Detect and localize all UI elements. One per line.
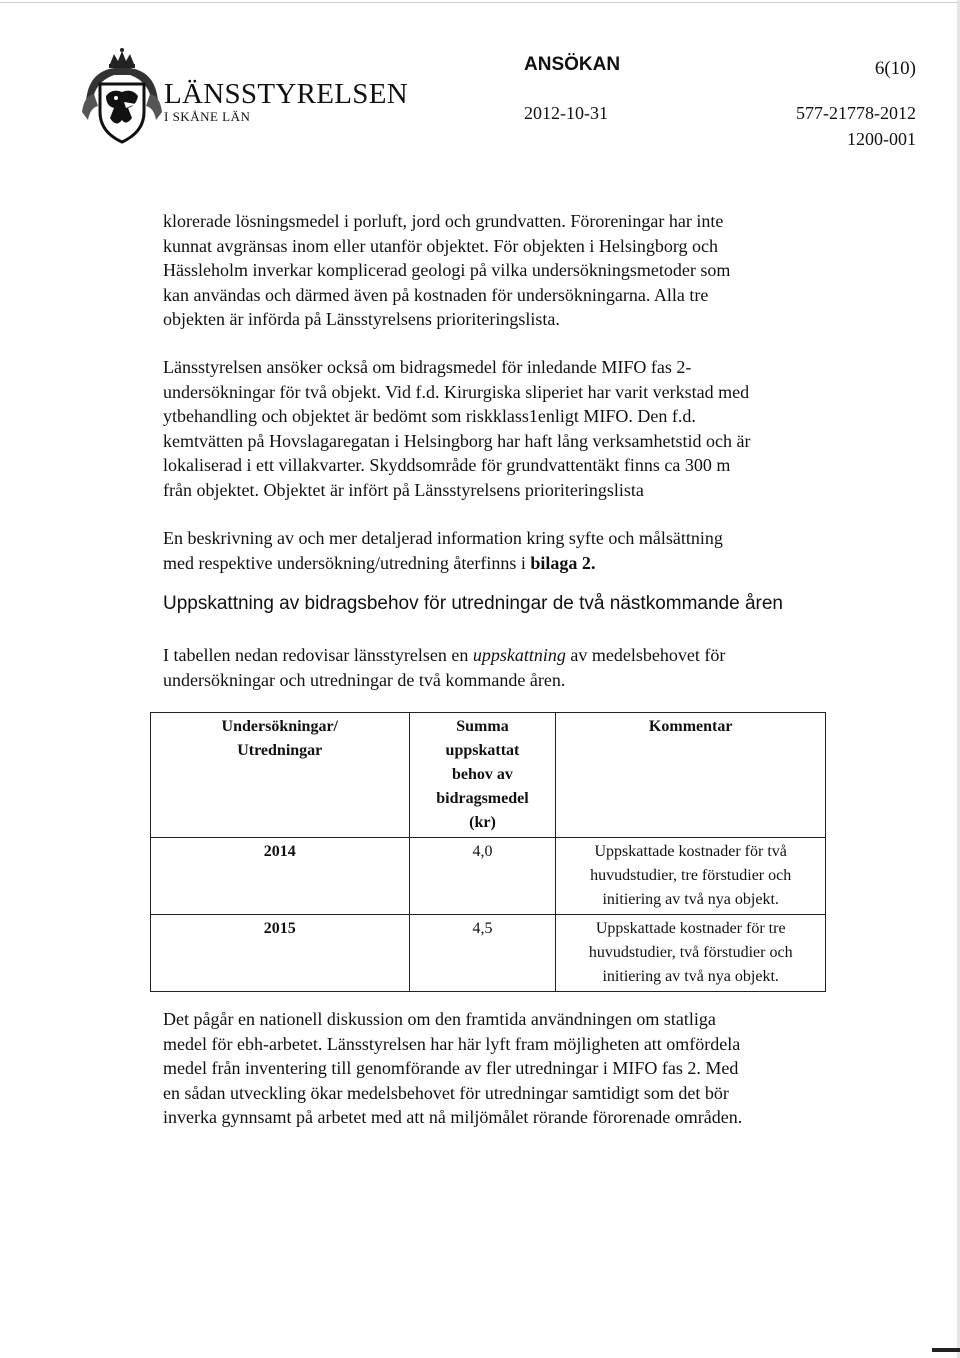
text-line bbox=[163, 643, 803, 668]
cell-comment bbox=[556, 915, 826, 992]
text-line: kemtvätten på Hovslagaregatan i Helsingborg har haft lång verksamhetstid och är bbox=[163, 430, 751, 451]
text-segment: av medelsbehovet för bbox=[565, 645, 726, 665]
header-line: uppskattat bbox=[445, 742, 520, 759]
header-line: Undersökningar/ bbox=[221, 718, 338, 735]
document-type: ANSÖKAN bbox=[524, 54, 621, 75]
table-row bbox=[151, 838, 826, 915]
emphasis-text: uppskattning bbox=[472, 645, 566, 665]
org-name: LÄNSSTYRELSEN bbox=[164, 78, 408, 110]
comment-line: huvudstudier, två förstudier och bbox=[588, 944, 793, 961]
text-line: objekten är införda på Länsstyrelsens prioriteringslista. bbox=[163, 309, 560, 329]
cell-comment bbox=[556, 838, 826, 915]
text-line: från objektet. Objektet är infört på Länsstyrelsens prioriteringslista bbox=[163, 479, 644, 500]
text-line: Länsstyrelsen ansöker också om bidragsmedel för inledande MIFO fas 2- bbox=[163, 357, 692, 377]
table-row bbox=[151, 915, 826, 992]
column-header-amount bbox=[409, 713, 556, 838]
comment-line: Uppskattade kostnader för tre bbox=[595, 920, 786, 937]
text-line: En beskrivning av och mer detaljerad information kring syfte och målsättning bbox=[163, 528, 723, 548]
page-number: 6(10) bbox=[874, 58, 916, 79]
comment-line: huvudstudier, tre förstudier och bbox=[590, 867, 792, 884]
header-line: Utredningar bbox=[237, 742, 323, 759]
text-line: inverka gynnsamt på arbetet med att nå miljömålet rörande förorenade områden. bbox=[163, 1107, 743, 1127]
text-line: medel från inventering till genomförande av fler utredningar i MIFO fas 2. Med bbox=[163, 1058, 739, 1078]
comment-line: initiering av två nya objekt. bbox=[602, 891, 779, 908]
column-header-studies bbox=[151, 713, 410, 838]
org-subtitle: I SKÅNE LÄN bbox=[164, 109, 251, 124]
text-line bbox=[163, 551, 803, 576]
document-date: 2012-10-31 bbox=[524, 103, 608, 123]
scan-edge-mark bbox=[932, 1348, 960, 1352]
cell-year: 2014 bbox=[151, 838, 410, 915]
paragraph-objects-status bbox=[163, 209, 803, 332]
comment-line: Uppskattade kostnader för två bbox=[594, 843, 787, 860]
text-line: medel för ebh-arbetet. Länsstyrelsen har här lyft fram möjligheten att omfördela bbox=[163, 1033, 741, 1054]
paragraph-attachment-reference bbox=[163, 526, 803, 575]
cell-amount: 4,5 bbox=[409, 915, 556, 992]
header-line: bidragsmedel bbox=[436, 790, 529, 807]
cell-amount: 4,0 bbox=[409, 838, 556, 915]
header-line: (kr) bbox=[469, 814, 496, 831]
cell-year: 2015 bbox=[151, 915, 410, 992]
text-line: en sådan utveckling ökar medelsbehovet för utredningar samtidigt som det bör bbox=[163, 1082, 729, 1103]
crowned-griffin-crest-icon bbox=[80, 48, 164, 144]
text-line: ytbehandling och objektet är bedömt som riskklass1enligt MIFO. Den f.d. bbox=[163, 406, 696, 426]
section-heading: Uppskattning av bidragsbehov för utredningar de två nästkommande åren bbox=[163, 593, 783, 614]
text-segment: . bbox=[590, 552, 596, 573]
header-line: Kommentar bbox=[648, 718, 733, 735]
text-line: klorerade lösningsmedel i porluft, jord och grundvatten. Föroreningar har inte bbox=[163, 211, 724, 231]
attachment-reference: bilaga 2 bbox=[530, 552, 591, 573]
text-line: Det pågår en nationell diskussion om den framtida användningen om statliga bbox=[163, 1009, 716, 1029]
document-code: 1200-001 bbox=[847, 129, 916, 149]
scan-top-border bbox=[0, 2, 960, 3]
text-segment: med respektive undersökning/utredning återfinns i bbox=[163, 552, 531, 573]
text-line: undersökningar för två objekt. Vid f.d. Kirurgiska sliperiet har varit verkstad med bbox=[163, 381, 750, 402]
document-reference-number: 577-21778-2012 bbox=[796, 103, 916, 123]
text-line: lokaliserad i ett villakvarter. Skyddsområde för grundvattentäkt finns ca 300 m bbox=[163, 455, 731, 475]
header-line: behov av bbox=[452, 766, 513, 783]
text-segment: I tabellen nedan redovisar länsstyrelsen en bbox=[163, 645, 473, 665]
text-line: kunnat avgränsas inom eller utanför objektet. För objekten i Helsingborg och bbox=[163, 235, 719, 256]
paragraph-national-discussion bbox=[163, 1007, 803, 1130]
text-line: Hässleholm inverkar komplicerad geologi på vilka undersökningsmetoder som bbox=[163, 260, 731, 280]
header-line: Summa bbox=[456, 718, 509, 735]
column-header-comment bbox=[556, 713, 826, 838]
text-line: undersökningar och utredningar de två kommande åren. bbox=[163, 669, 566, 690]
comment-line: initiering av två nya objekt. bbox=[602, 968, 779, 985]
text-line: kan användas och därmed även på kostnaden för undersökningarna. Alla tre bbox=[163, 284, 709, 305]
table-header-row bbox=[151, 713, 826, 838]
paragraph-mifo-application bbox=[163, 355, 803, 502]
funding-estimate-table bbox=[150, 712, 826, 992]
paragraph-table-intro bbox=[163, 643, 803, 692]
